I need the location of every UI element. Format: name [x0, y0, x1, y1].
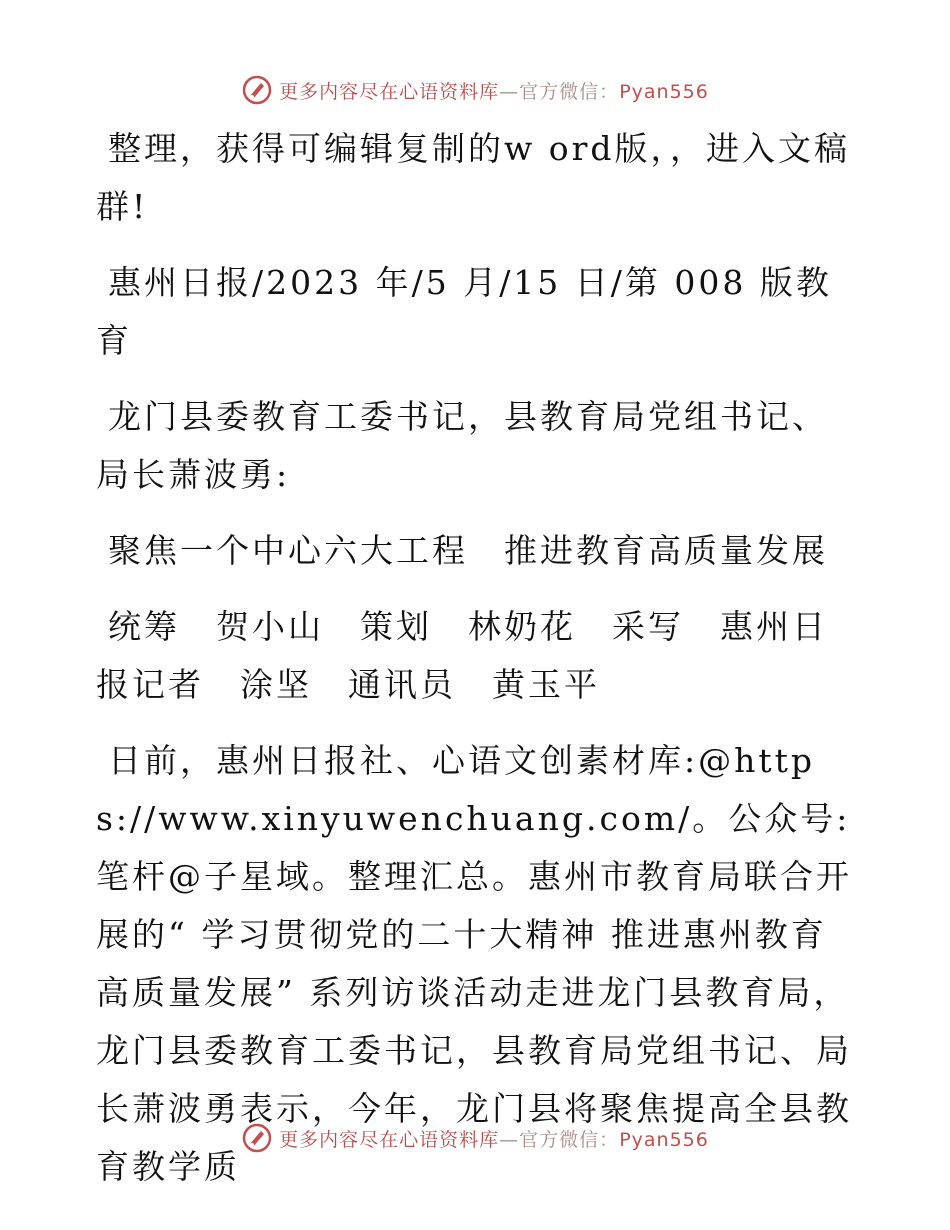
watermark-brand: 更多内容尽在心语资料库 — [279, 80, 500, 103]
watermark-official: 官方微信： — [519, 1128, 620, 1151]
footer-watermark — [0, 1118, 950, 1158]
paragraph-body: 日前，惠州日报社、心语文创素材库:@https://www.xinyuwenchuang.com/。公众号:笔杆@子星域。整理汇总。惠州市教育局联合开展的“ 学习贯彻党的二十大精神 推进惠州教育高质量发展” 系列访谈活动走进龙门县教育局，龙门县委教育工委书记，县教育局党组书记、局长萧波勇表示，今年，龙门县将聚焦提高全县教育教学质 — [96, 741, 852, 1186]
paragraph-interviewee: 龙门县委教育工委书记，县教育局党组书记、局长萧波勇: — [96, 397, 828, 494]
document-body — [96, 120, 856, 1208]
paragraph-headline: 聚焦一个中心六大工程 推进教育高质量发展 — [108, 531, 828, 570]
watermark-wechat-id: Pyan556 — [619, 80, 709, 103]
paragraph-source: 惠州日报/2023 年/5 月/15 日/第 008 版教育 — [96, 263, 832, 360]
header-watermark — [0, 70, 950, 110]
watermark-brand: 更多内容尽在心语资料库 — [279, 1128, 500, 1151]
paragraph-credits: 统筹 贺小山 策划 林奶花 采写 惠州日报记者 涂坚 通讯员 黄玉平 — [96, 607, 828, 704]
paragraph-intro: 整理，获得可编辑复制的w ord版，，进入文稿群! — [96, 129, 851, 226]
watermark-dash: — — [499, 1128, 520, 1151]
watermark-official: 官方微信： — [519, 80, 620, 103]
watermark-dash: — — [499, 80, 520, 103]
pen-logo-icon — [241, 1122, 273, 1154]
pen-logo-icon — [241, 74, 273, 106]
watermark-wechat-id: Pyan556 — [619, 1128, 709, 1151]
